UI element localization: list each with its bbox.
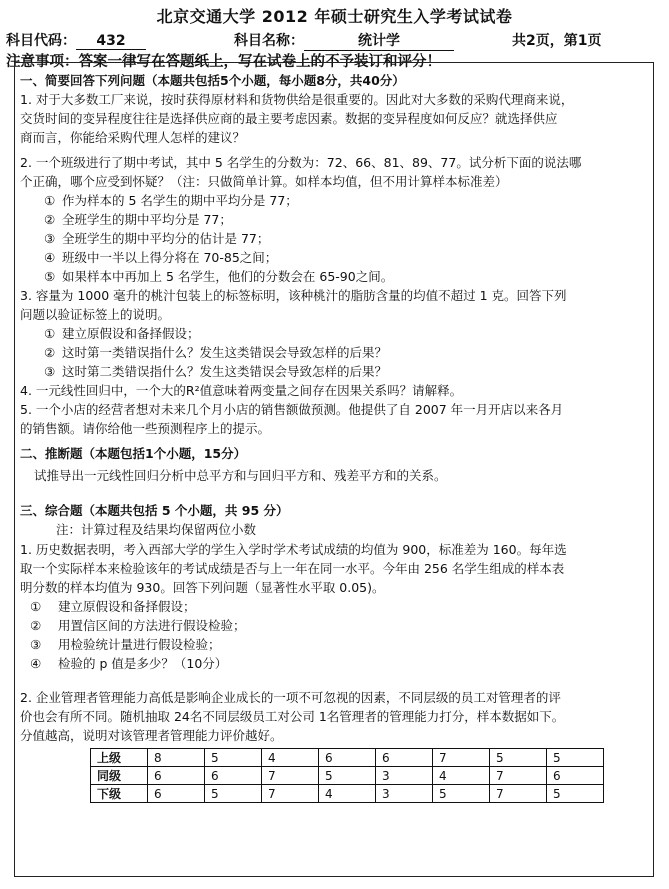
row-label-peer: 同级	[91, 767, 148, 785]
notice-label: 注意事项：	[6, 54, 79, 70]
q3-item-1: ① 建立原假设和备择假设；	[44, 326, 200, 341]
row-label-superior: 上级	[91, 749, 148, 767]
subject-code-label: 科目代码：	[6, 33, 76, 49]
table-row	[91, 767, 604, 785]
s3q2-line-2: 价也会有所不同。随机抽取 24名不同层级员工对公司 1名管理者的管理能力打分，样本数据如下。	[20, 709, 565, 724]
score-table	[90, 748, 604, 803]
q2-item-4: ④ 班级中一半以上得分将在 70-85之间；	[44, 250, 278, 265]
s3q1-line-1: 1. 历史数据表明，考入西部大学的学生入学时学术考试成绩的均值为 900，标准差为 160。每年选	[20, 542, 567, 557]
section2-text: 试推导出一元线性回归分析中总平方和与回归平方和、残差平方和的关系。	[34, 468, 447, 483]
section3-title: 三、综合题（本题共包括 5 个小题，共 95 分）	[20, 503, 289, 518]
subject-name-label: 科目名称：	[234, 33, 304, 49]
q2-item-1: ① 作为样本的 5 名学生的期中平均分是 77；	[44, 193, 298, 208]
table-cell: 6	[376, 749, 433, 767]
q3-item-2: ② 这时第一类错误指什么？发生这类错误会导致怎样的后果？	[44, 345, 388, 360]
q2-item-5: ⑤ 如果样本中再加上 5 名学生，他们的分数会在 65-90之间。	[44, 269, 394, 284]
table-cell: 7	[433, 749, 490, 767]
table-cell: 5	[433, 785, 490, 803]
table-cell: 7	[262, 767, 319, 785]
section1-title: 一、简要回答下列问题（本题共包括5个小题，每小题8分，共40分）	[20, 73, 405, 88]
s3q1-item-1: ① 建立原假设和备择假设；	[30, 599, 196, 614]
s3q2-line-3: 分值越高，说明对该管理者管理能力评价越好。	[20, 728, 283, 743]
subject-code-value: 432	[76, 33, 146, 50]
s3q1-line-2: 取一个实际样本来检验该年的考试成绩是否与上一年在同一水平。今年由 256 名学生组成的样本表	[20, 561, 565, 576]
table-row	[91, 785, 604, 803]
s3q1-item-4: ④ 检验的 p 值是多少？（10分）	[30, 656, 228, 671]
section2-title: 二、推断题（本题包括1个小题，15分）	[20, 446, 247, 461]
q2-line-1: 2. 一个班级进行了期中考试，其中 5 名学生的分数为：72、66、81、89、77。试分析下面的说法哪	[20, 155, 582, 170]
q3-item-3: ③ 这时第二类错误指什么？发生这类错误会导致怎样的后果？	[44, 364, 388, 379]
s3q2-line-1: 2. 企业管理者管理能力高低是影响企业成长的一项不可忽视的因素，不同层级的员工对管理者的评	[20, 690, 561, 705]
exam-title: 北京交通大学 2012 年硕士研究生入学考试试卷	[156, 7, 513, 26]
table-cell: 5	[547, 749, 604, 767]
subject-code-row	[6, 30, 146, 50]
table-cell: 5	[547, 785, 604, 803]
table-cell: 5	[205, 785, 262, 803]
table-cell: 6	[547, 767, 604, 785]
table-cell: 7	[490, 767, 547, 785]
q5-line-2: 的销售额。请你给他一些预测程序上的提示。	[20, 421, 271, 436]
table-cell: 3	[376, 785, 433, 803]
table-cell: 6	[205, 767, 262, 785]
table-cell: 5	[490, 749, 547, 767]
table-cell: 5	[205, 749, 262, 767]
table-cell: 3	[376, 767, 433, 785]
q1-line-3: 商而言，你能给采购代理人怎样的建议？	[20, 130, 246, 145]
subject-name-row	[234, 30, 454, 51]
q1-line-1: 1. 对于大多数工厂来说，按时获得原材料和货物供给是很重要的。因此对大多数的采购代理商来说，	[20, 92, 574, 107]
table-cell: 4	[262, 749, 319, 767]
s3q1-item-2: ② 用置信区间的方法进行假设检验；	[30, 618, 246, 633]
q2-item-2: ② 全班学生的期中平均分是 77；	[44, 212, 232, 227]
q3-line-2: 问题以验证标签上的说明。	[20, 307, 171, 322]
table-cell: 7	[490, 785, 547, 803]
table-cell: 4	[433, 767, 490, 785]
page-count: 共2页，第1页	[512, 33, 602, 49]
table-cell: 6	[148, 767, 205, 785]
q3-line-1: 3. 容量为 1000 毫升的桃汁包装上的标签标明，该种桃汁的脂肪含量的均值不超过 1 克。回答下列	[20, 288, 567, 303]
section3-note: 注：计算过程及结果均保留两位小数	[56, 522, 257, 537]
table-cell: 8	[148, 749, 205, 767]
table-cell: 6	[148, 785, 205, 803]
q2-item-3: ③ 全班学生的期中平均分的估计是 77；	[44, 231, 270, 246]
s3q1-line-3: 明分数的样本均值为 930。回答下列问题（显著性水平取 0.05)。	[20, 580, 385, 595]
table-cell: 6	[319, 749, 376, 767]
q1-line-2: 交货时间的变异程度往往是选择供应商的最主要考虑因素。数据的变异程度如何反应？就选择供应	[20, 111, 558, 126]
row-label-subordinate: 下级	[91, 785, 148, 803]
s3q1-item-3: ③ 用检验统计量进行假设检验；	[30, 637, 221, 652]
table-cell: 4	[319, 785, 376, 803]
q4-line: 4. 一元线性回归中，一个大的R²值意味着两变量之间存在因果关系吗？请解释。	[20, 383, 463, 398]
table-cell: 7	[262, 785, 319, 803]
q5-line-1: 5. 一个小店的经营者想对未来几个月小店的销售额做预测。他提供了自 2007 年一月开店以来各月	[20, 402, 564, 417]
subject-name-value: 统计学	[304, 30, 454, 51]
notice-text: 答案一律写在答题纸上，写在试卷上的不予装订和评分！	[78, 54, 441, 70]
table-cell: 5	[319, 767, 376, 785]
table-row	[91, 749, 604, 767]
q2-line-2: 个正确，哪个应受到怀疑？（注：只做简单计算。如样本均值，但不用计算样本标准差）	[20, 174, 508, 189]
